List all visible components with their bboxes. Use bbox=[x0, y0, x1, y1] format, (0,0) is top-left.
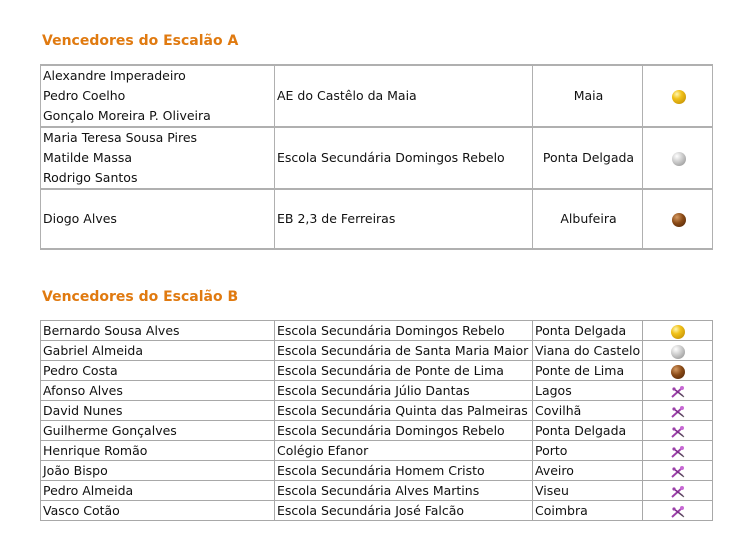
school-cell: Escola Secundária José Falcão bbox=[275, 501, 533, 521]
silver-medal-icon bbox=[671, 345, 685, 359]
student-name: Henrique Romão bbox=[41, 441, 275, 461]
student-name: Gabriel Almeida bbox=[41, 341, 275, 361]
silver-medal-icon bbox=[672, 152, 686, 166]
medal-cell bbox=[643, 401, 713, 421]
student-name: Pedro Costa bbox=[41, 361, 275, 381]
table-row bbox=[41, 401, 713, 421]
student-name: Pedro Almeida bbox=[41, 481, 275, 501]
student-name: Rodrigo Santos bbox=[43, 170, 138, 185]
student-name: Bernardo Sousa Alves bbox=[41, 321, 275, 341]
school-cell: Escola Secundária Alves Martins bbox=[275, 481, 533, 501]
honorable-mention-icon bbox=[670, 463, 686, 478]
place-cell: Ponta Delgada bbox=[533, 127, 643, 189]
medal-cell bbox=[643, 441, 713, 461]
student-name: Diogo Alves bbox=[43, 211, 117, 226]
medal-cell bbox=[643, 501, 713, 521]
section-b-title: Vencedores do Escalão B bbox=[42, 289, 239, 305]
place-cell: Porto bbox=[533, 441, 643, 461]
honorable-mention-icon bbox=[670, 403, 686, 418]
place-cell: Covilhã bbox=[533, 401, 643, 421]
escalao-a-table bbox=[40, 64, 713, 250]
student-name: Maria Teresa Sousa Pires bbox=[43, 130, 198, 145]
table-row bbox=[41, 501, 713, 521]
medal-cell bbox=[643, 321, 713, 341]
student-name: João Bispo bbox=[41, 461, 275, 481]
place-cell: Lagos bbox=[533, 381, 643, 401]
student-name: Matilde Massa bbox=[43, 150, 133, 165]
names-cell bbox=[41, 189, 275, 249]
medal-cell bbox=[643, 461, 713, 481]
table-row bbox=[41, 65, 713, 127]
school-cell: Escola Secundária Domingos Rebelo bbox=[275, 127, 533, 189]
medal-cell bbox=[643, 481, 713, 501]
bronze-medal-icon bbox=[672, 213, 686, 227]
table-row bbox=[41, 381, 713, 401]
table-row bbox=[41, 361, 713, 381]
table-row bbox=[41, 127, 713, 189]
escalao-b-table bbox=[40, 320, 713, 521]
table-row bbox=[41, 441, 713, 461]
honorable-mention-icon bbox=[670, 483, 686, 498]
school-cell: Colégio Efanor bbox=[275, 441, 533, 461]
place-cell: Maia bbox=[533, 65, 643, 127]
student-name: David Nunes bbox=[41, 401, 275, 421]
table-row bbox=[41, 341, 713, 361]
medal-cell bbox=[643, 421, 713, 441]
medal-cell bbox=[643, 381, 713, 401]
school-cell: EB 2,3 de Ferreiras bbox=[275, 189, 533, 249]
place-cell: Albufeira bbox=[533, 189, 643, 249]
place-cell: Coimbra bbox=[533, 501, 643, 521]
student-name: Guilherme Gonçalves bbox=[41, 421, 275, 441]
school-cell: Escola Secundária de Santa Maria Maior bbox=[275, 341, 533, 361]
student-name: Afonso Alves bbox=[41, 381, 275, 401]
honorable-mention-icon bbox=[670, 443, 686, 458]
gold-medal-icon bbox=[671, 325, 685, 339]
bronze-medal-icon bbox=[671, 365, 685, 379]
school-cell: Escola Secundária Júlio Dantas bbox=[275, 381, 533, 401]
medal-cell bbox=[643, 361, 713, 381]
student-name: Pedro Coelho bbox=[43, 88, 126, 103]
student-name: Alexandre Imperadeiro bbox=[43, 68, 186, 83]
student-name: Vasco Cotão bbox=[41, 501, 275, 521]
school-cell: Escola Secundária Domingos Rebelo bbox=[275, 321, 533, 341]
place-cell: Ponte de Lima bbox=[533, 361, 643, 381]
school-cell: Escola Secundária Homem Cristo bbox=[275, 461, 533, 481]
table-row bbox=[41, 189, 713, 249]
place-cell: Aveiro bbox=[533, 461, 643, 481]
table-row bbox=[41, 421, 713, 441]
school-cell: Escola Secundária Domingos Rebelo bbox=[275, 421, 533, 441]
place-cell: Viseu bbox=[533, 481, 643, 501]
school-cell: Escola Secundária Quinta das Palmeiras bbox=[275, 401, 533, 421]
table-row bbox=[41, 481, 713, 501]
medal-cell bbox=[643, 127, 713, 189]
names-cell bbox=[41, 65, 275, 127]
school-cell: Escola Secundária de Ponte de Lima bbox=[275, 361, 533, 381]
gold-medal-icon bbox=[672, 90, 686, 104]
table-row bbox=[41, 461, 713, 481]
honorable-mention-icon bbox=[670, 423, 686, 438]
school-cell: AE do Castêlo da Maia bbox=[275, 65, 533, 127]
medal-cell bbox=[643, 341, 713, 361]
medal-cell bbox=[643, 65, 713, 127]
honorable-mention-icon bbox=[670, 383, 686, 398]
section-a-title: Vencedores do Escalão A bbox=[42, 33, 239, 49]
student-name: Gonçalo Moreira P. Oliveira bbox=[43, 108, 211, 123]
honorable-mention-icon bbox=[670, 503, 686, 518]
place-cell: Viana do Castelo bbox=[533, 341, 643, 361]
place-cell: Ponta Delgada bbox=[533, 421, 643, 441]
names-cell bbox=[41, 127, 275, 189]
table-row bbox=[41, 321, 713, 341]
medal-cell bbox=[643, 189, 713, 249]
place-cell: Ponta Delgada bbox=[533, 321, 643, 341]
